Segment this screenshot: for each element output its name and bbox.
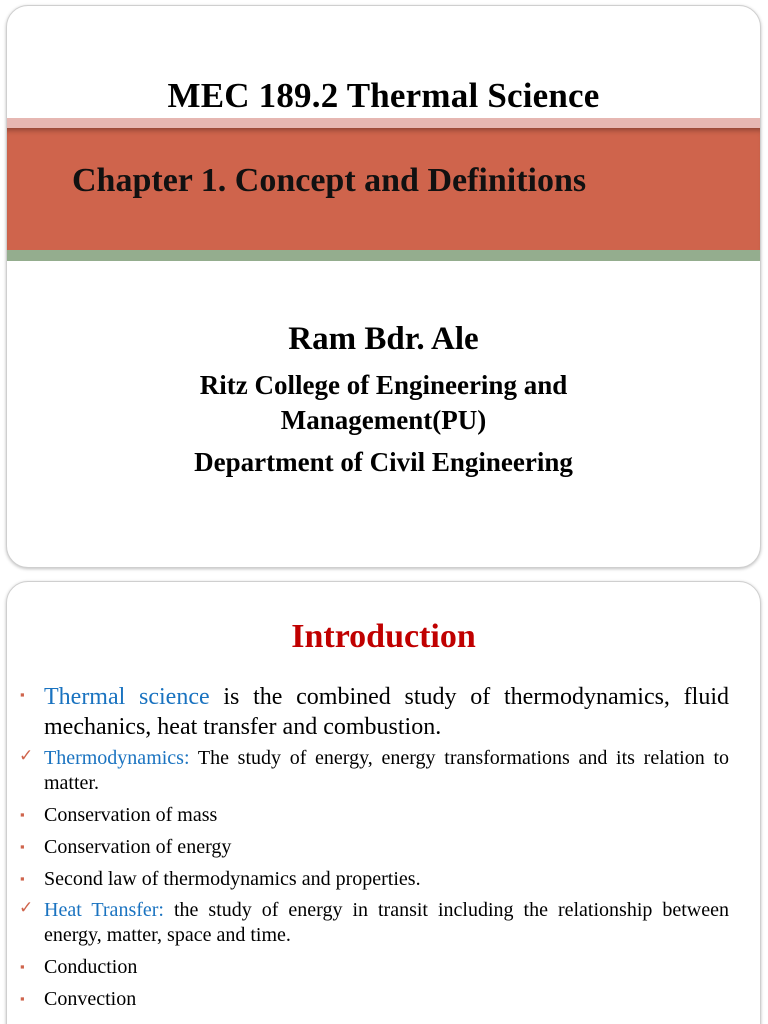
college-line-2: Management(PU)	[280, 405, 487, 435]
square-bullet-icon: ▪	[20, 807, 25, 822]
checkmark-icon: ✓	[19, 746, 34, 765]
square-bullet-icon: ▪	[20, 959, 25, 974]
band-bottom-stripe	[7, 250, 760, 261]
item-text: Conservation of mass	[44, 804, 218, 826]
bullet-list	[15, 682, 729, 1018]
item-text: The study of energy, energy transformations and its relation to matter.	[44, 747, 729, 794]
item-term: Thermal science	[44, 684, 210, 710]
author-name: Ram Bdr. Ale	[288, 321, 479, 357]
college-line-1: Ritz College of Engineering and	[199, 370, 568, 400]
course-title: MEC 189.2 Thermal Science	[167, 76, 600, 115]
item-text: Conservation of energy	[44, 836, 232, 858]
list-item	[15, 682, 729, 742]
item-text: Convection	[44, 988, 137, 1010]
square-bullet-icon: ▪	[20, 991, 25, 1006]
square-bullet-icon: ▪	[20, 687, 25, 702]
list-item	[15, 802, 729, 828]
college-name	[7, 368, 760, 438]
list-item	[15, 866, 729, 892]
title-slide	[6, 5, 761, 568]
checkmark-icon: ✓	[19, 898, 34, 917]
item-text: the study of energy in transit including the relationship between energy, matter, space and time.	[44, 899, 729, 946]
list-item	[15, 954, 729, 980]
introduction-title: Introduction	[291, 618, 476, 655]
item-term: Thermodynamics:	[44, 747, 190, 769]
list-item	[15, 986, 729, 1012]
department-name: Department of Civil Engineering	[194, 447, 573, 477]
item-term: Heat Transfer:	[44, 899, 164, 921]
list-item	[15, 746, 729, 796]
chapter-title: Chapter 1. Concept and Definitions	[72, 162, 587, 199]
square-bullet-icon: ▪	[20, 839, 25, 854]
list-item	[15, 898, 729, 948]
item-text: Conduction	[44, 956, 138, 978]
introduction-slide	[6, 581, 761, 1024]
square-bullet-icon: ▪	[20, 871, 25, 886]
band-top-stripe	[7, 118, 760, 128]
item-text: Second law of thermodynamics and properties.	[44, 868, 421, 890]
list-item	[15, 834, 729, 860]
item-text: is the combined study of thermodynamics, fluid mechanics, heat transfer and combustion.	[44, 684, 729, 740]
